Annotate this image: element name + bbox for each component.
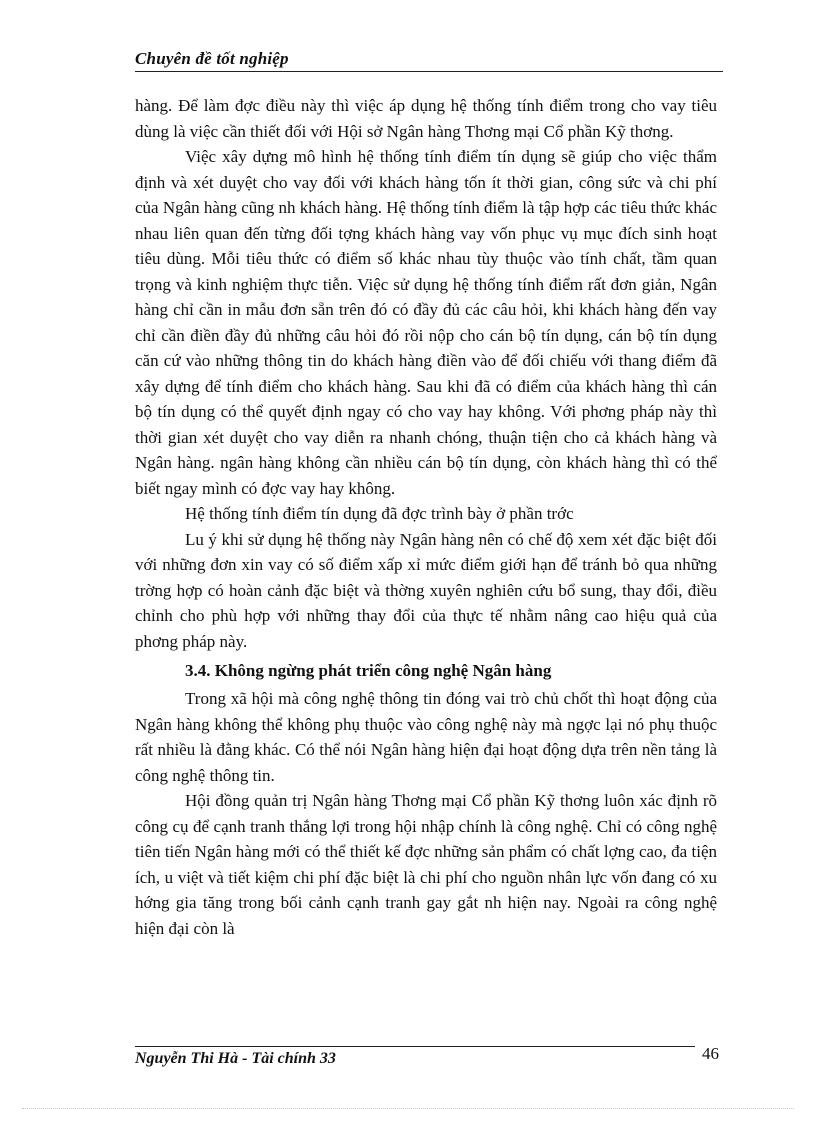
paragraph-4: Lu ý khi sử dụng hệ thống này Ngân hàng nên có chế độ xem xét đặc biệt đối với những đơn xin vay có số điểm xấp xỉ mức điểm giới hạn để tránh bỏ qua những trờng hợp có hoàn cảnh đặc biệt và thờng xuyên nghiên cứu bổ sung, thay đổi, điều chỉnh cho phù hợp với những thay đổi của thực tế nhằm nâng cao hiệu quả của phơng pháp này. <box>135 529 717 651</box>
page-edge-divider <box>22 1108 794 1109</box>
footer-rule <box>135 1046 695 1047</box>
document-title: Chuyên đề tốt nghiệp <box>135 49 289 68</box>
paragraph-3: Hệ thống tính điểm tín dụng đã đợc trình bày ở phần trớc <box>185 504 574 523</box>
paragraph-6: Hội đồng quản trị Ngân hàng Thơng mại Cổ phần Kỹ thơng luôn xác định rõ công cụ để cạnh tranh thắng lợi trong hội nhập chính là công nghệ. Chỉ có công nghệ tiên tiến Ngân hàng mới có thể thiết kế đợc những sản phẩm có chất lợng cao, đa tiện ích, u việt và tiết kiệm chi phí đặc biệt là chi phí cho nguồn nhân lực vốn đang có xu hớng gia tăng trong bối cảnh cạnh tranh gay gắt nh hiện nay. Ngoài ra công nghệ hiện đại còn là <box>135 791 717 938</box>
paragraph-2: Việc xây dựng mô hình hệ thống tính điểm tín dụng sẽ giúp cho việc thẩm định và xét duyệt cho vay đối với khách hàng tốn ít thời gian, công sức và chi phí của Ngân hàng cũng nh khách hàng. Hệ thống tính điểm là tập hợp các tiêu thức khác nhau liên quan đến từng đối tợng khách hàng vay vốn phục vụ mục đích sinh hoạt tiêu dùng. Mỗi tiêu thức có điểm số khác nhau tùy thuộc vào tính chất, tầm quan trọng và kinh nghiệm thực tiễn. Việc sử dụng hệ thống tính điểm rất đơn giản, Ngân hàng chỉ cần in mẫu đơn sẵn trên đó có đầy đủ các câu hỏi, khi khách hàng đến vay chỉ cần điền đầy đủ những câu hỏi đó rồi nộp cho cán bộ tín dụng, cán bộ tín dụng căn cứ vào những thông tin do khách hàng điền vào để đối chiếu với thang điểm đã xây dựng để tính điểm cho khách hàng. Sau khi đã có điểm của khách hàng thì cán bộ tín dụng có thể quyết định ngay có cho vay hay không. Với phơng pháp này thì thời gian xét duyệt cho vay diễn ra nhanh chóng, thuận tiện cho cả khách hàng và Ngân hàng. ngân hàng không cần nhiều cán bộ tín dụng, còn khách hàng thì có thể biết ngay mình có đợc vay hay không. <box>135 147 717 498</box>
page-header <box>135 49 723 69</box>
footer-author: Nguyễn Thi Hà - Tài chính 33 <box>135 1050 336 1067</box>
page-number: 46 <box>702 1044 719 1063</box>
page-content <box>135 93 717 941</box>
page-footer <box>135 1044 719 1067</box>
paragraph-5: Trong xã hội mà công nghệ thông tin đóng vai trò chủ chốt thì hoạt động của Ngân hàng không thể không phụ thuộc vào công nghệ này mà ngợc lại nó phụ thuộc rất nhiều là đằng khác. Có thể nói Ngân hàng hiện đại hoạt động dựa trên nền tảng là công nghệ thông tin. <box>135 689 717 785</box>
paragraph-1: hàng. Để làm đợc điều này thì việc áp dụng hệ thống tính điểm trong cho vay tiêu dùng là việc cần thiết đối với Hội sở Ngân hàng Thơng mại Cổ phần Kỹ thơng. <box>135 96 717 141</box>
header-rule <box>135 71 723 72</box>
section-heading: 3.4. Không ngừng phát triển công nghệ Ngân hàng <box>185 661 552 680</box>
